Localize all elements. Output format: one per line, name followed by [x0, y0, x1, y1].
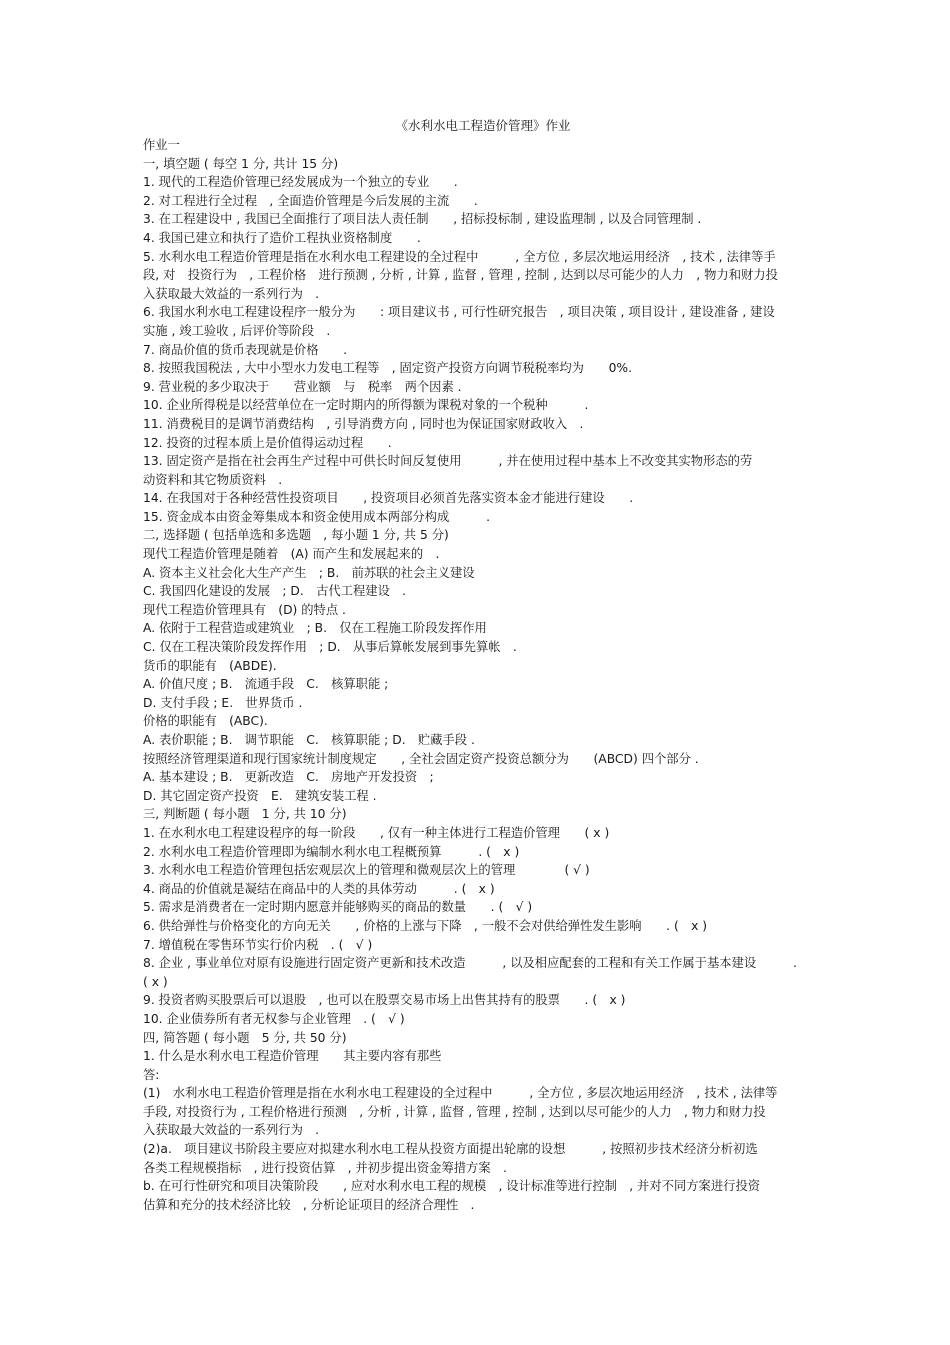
document-lines — [143, 136, 823, 1214]
text-line: 5. 需求是消费者在一定时期内愿意并能够购买的商品的数量 . ( √ ) — [143, 900, 533, 915]
text-line: 各类工程规模指标 , 进行投资估算 , 并初步提出资金筹措方案 . — [143, 1160, 507, 1175]
text-line: 6. 我国水利水电工程建设程序一般分为 : 项目建议书 , 可行性研究报告 , 项目决策 , 项目设计 , 建设准备 , 建设 — [143, 305, 775, 320]
text-line: 二, 选择题 ( 包括单选和多选题 , 每小题 1 分, 共 5 分) — [143, 528, 449, 543]
text-line: 5. 水利水电工程造价管理是指在水利水电工程建设的全过程中 , 全方位 , 多层次地运用经济 , 技术 , 法律等手 — [143, 249, 776, 264]
text-line: 9. 营业税的多少取决于 营业额 与 税率 两个因素 . — [143, 379, 462, 394]
text-line: 按照经济管理渠道和现行国家统计制度规定 , 全社会固定资产投资总额分为 (ABCD) 四个部分 . — [143, 751, 699, 766]
text-line: 1. 在水利水电工程建设程序的每一阶段 , 仅有一种主体进行工程造价管理 ( x ) — [143, 825, 610, 840]
text-line: A. 表价职能 ; B. 调节职能 C. 核算职能 ; D. 贮藏手段 . — [143, 733, 475, 747]
text-line: 实施 , 竣工验收 , 后评价等阶段 . — [143, 323, 331, 338]
text-line: 入获取最大效益的一系列行为 . — [143, 1123, 320, 1138]
text-line: 手段, 对投资行为 , 工程价格进行预测 , 分析 , 计算 , 监督 , 管理 , 控制 , 达到以尽可能少的人力 , 物力和财力投 — [143, 1104, 766, 1119]
text-line: 15. 资金成本由资金筹集成本和资金使用成本两部分构成 . — [143, 509, 491, 524]
text-line: 四, 简答题 ( 每小题 5 分, 共 50 分) — [143, 1030, 347, 1045]
text-line: A. 价值尺度 ; B. 流通手段 C. 核算职能 ; — [143, 677, 389, 692]
text-line: 13. 固定资产是指在社会再生产过程中可供长时间反复使用 , 并在使用过程中基本上不改变其实物形态的劳 — [143, 454, 753, 469]
text-line: 3. 在工程建设中 , 我国已全面推行了项目法人责任制 , 招标投标制 , 建设监理制 , 以及合同管理制 . — [143, 212, 702, 227]
text-line: A. 基本建设 ; B. 更新改造 C. 房地产开发投资 ; — [143, 770, 434, 785]
text-line: 段, 对 投资行为 , 工程价格 进行预测 , 分析 , 计算 , 监督 , 管理 , 控制 , 达到以尽可能少的人力 , 物力和财力投 — [143, 268, 778, 283]
text-line: ( x ) — [143, 974, 168, 989]
text-line: 作业一 — [143, 138, 180, 152]
document-title: 《水利水电工程造价管理》作业 — [395, 118, 571, 133]
text-line: 10. 企业所得税是以经营单位在一定时期内的所得额为课税对象的一个税种 . — [143, 398, 589, 413]
text-line: 3. 水利水电工程造价管理包括宏观层次上的管理和微观层次上的管理 ( √ ) — [143, 863, 590, 878]
text-line: 货币的职能有 (ABDE). — [143, 658, 277, 673]
text-line: 答: — [143, 1067, 160, 1082]
document-body — [143, 117, 823, 1214]
text-line: 价格的职能有 (ABC). — [143, 714, 268, 729]
text-line: 动资料和其它物质资料 . — [143, 472, 283, 487]
text-line: 7. 商品价值的货币表现就是价格 . — [143, 342, 348, 357]
text-line: 1. 现代的工程造价管理已经发展成为一个独立的专业 . — [143, 175, 458, 190]
text-line: 7. 增值税在零售环节实行价内税 . ( √ ) — [143, 937, 373, 952]
text-line: 2. 水利水电工程造价管理即为编制水利水电工程概预算 . ( x ) — [143, 844, 520, 859]
text-line: 8. 按照我国税法 , 大中小型水力发电工程等 , 固定资产投资方向调节税税率均为 0%. — [143, 361, 632, 376]
text-line: 8. 企业 , 事业单位对原有设施进行固定资产更新和技术改造 , 以及相应配套的工程和有关工作属于基本建设 . — [143, 956, 797, 971]
text-line: (2)a. 项目建议书阶段主要应对拟建水利水电工程从投资方面提出轮廓的设想 , 按照初步技术经济分析初选 — [143, 1142, 758, 1157]
text-line: 6. 供给弹性与价格变化的方向无关 , 价格的上涨与下降 , 一般不会对供给弹性发生影响 . ( x ) — [143, 918, 708, 933]
text-line: 9. 投资者购买股票后可以退股 , 也可以在股票交易市场上出售其持有的股票 . ( x ) — [143, 993, 626, 1008]
text-line: 1. 什么是水利水电工程造价管理 其主要内容有那些 — [143, 1049, 442, 1064]
text-line: 11. 消费税目的是调节消费结构 , 引导消费方向 , 同时也为保证国家财政收入 . — [143, 416, 584, 431]
text-line: 一, 填空题 ( 每空 1 分, 共计 15 分) — [143, 156, 339, 171]
text-line: A. 依附于工程营造或建筑业 ; B. 仅在工程施工阶段发挥作用 — [143, 621, 487, 636]
text-line: D. 其它固定资产投资 E. 建筑安装工程 . — [143, 788, 377, 803]
text-line: 估算和充分的技术经济比较 , 分析论证项目的经济合理性 . — [143, 1197, 475, 1212]
text-line: 4. 商品的价值就是凝结在商品中的人类的具体劳动 . ( x ) — [143, 881, 495, 896]
text-line: C. 仅在工程决策阶段发挥作用 ; D. 从事后算帐发展到事先算帐 . — [143, 640, 517, 655]
text-line: 12. 投资的过程本质上是价值得运动过程 . — [143, 435, 392, 450]
text-line: 入获取最大效益的一系列行为 . — [143, 286, 320, 301]
text-line: 10. 企业债券所有者无权参与企业管理 . ( √ ) — [143, 1011, 405, 1026]
text-line: 现代工程造价管理是随着 (A) 而产生和发展起来的 . — [143, 547, 440, 562]
text-line: (1) 水利水电工程造价管理是指在水利水电工程建设的全过程中 , 全方位 , 多层次地运用经济 , 技术 , 法律等 — [143, 1086, 778, 1101]
text-line: 三, 判断题 ( 每小题 1 分, 共 10 分) — [143, 807, 347, 822]
text-line: 14. 在我国对于各种经营性投资项目 , 投资项目必须首先落实资本金才能进行建设 . — [143, 491, 634, 506]
text-line: 2. 对工程进行全过程 , 全面造价管理是今后发展的主流 . — [143, 193, 478, 208]
text-line: 现代工程造价管理具有 (D) 的特点 . — [143, 602, 346, 617]
text-line: C. 我国四化建设的发展 ; D. 古代工程建设 . — [143, 584, 407, 599]
text-line: A. 资本主义社会化大生产产生 ; B. 前苏联的社会主义建设 — [143, 565, 475, 580]
text-line: D. 支付手段 ; E. 世界货币 . — [143, 695, 303, 710]
text-line: b. 在可行性研究和项目决策阶段 , 应对水利水电工程的规模 , 设计标准等进行控制 , 并对不同方案进行投资 — [143, 1179, 761, 1194]
text-line: 4. 我国已建立和执行了造价工程执业资格制度 . — [143, 230, 421, 245]
